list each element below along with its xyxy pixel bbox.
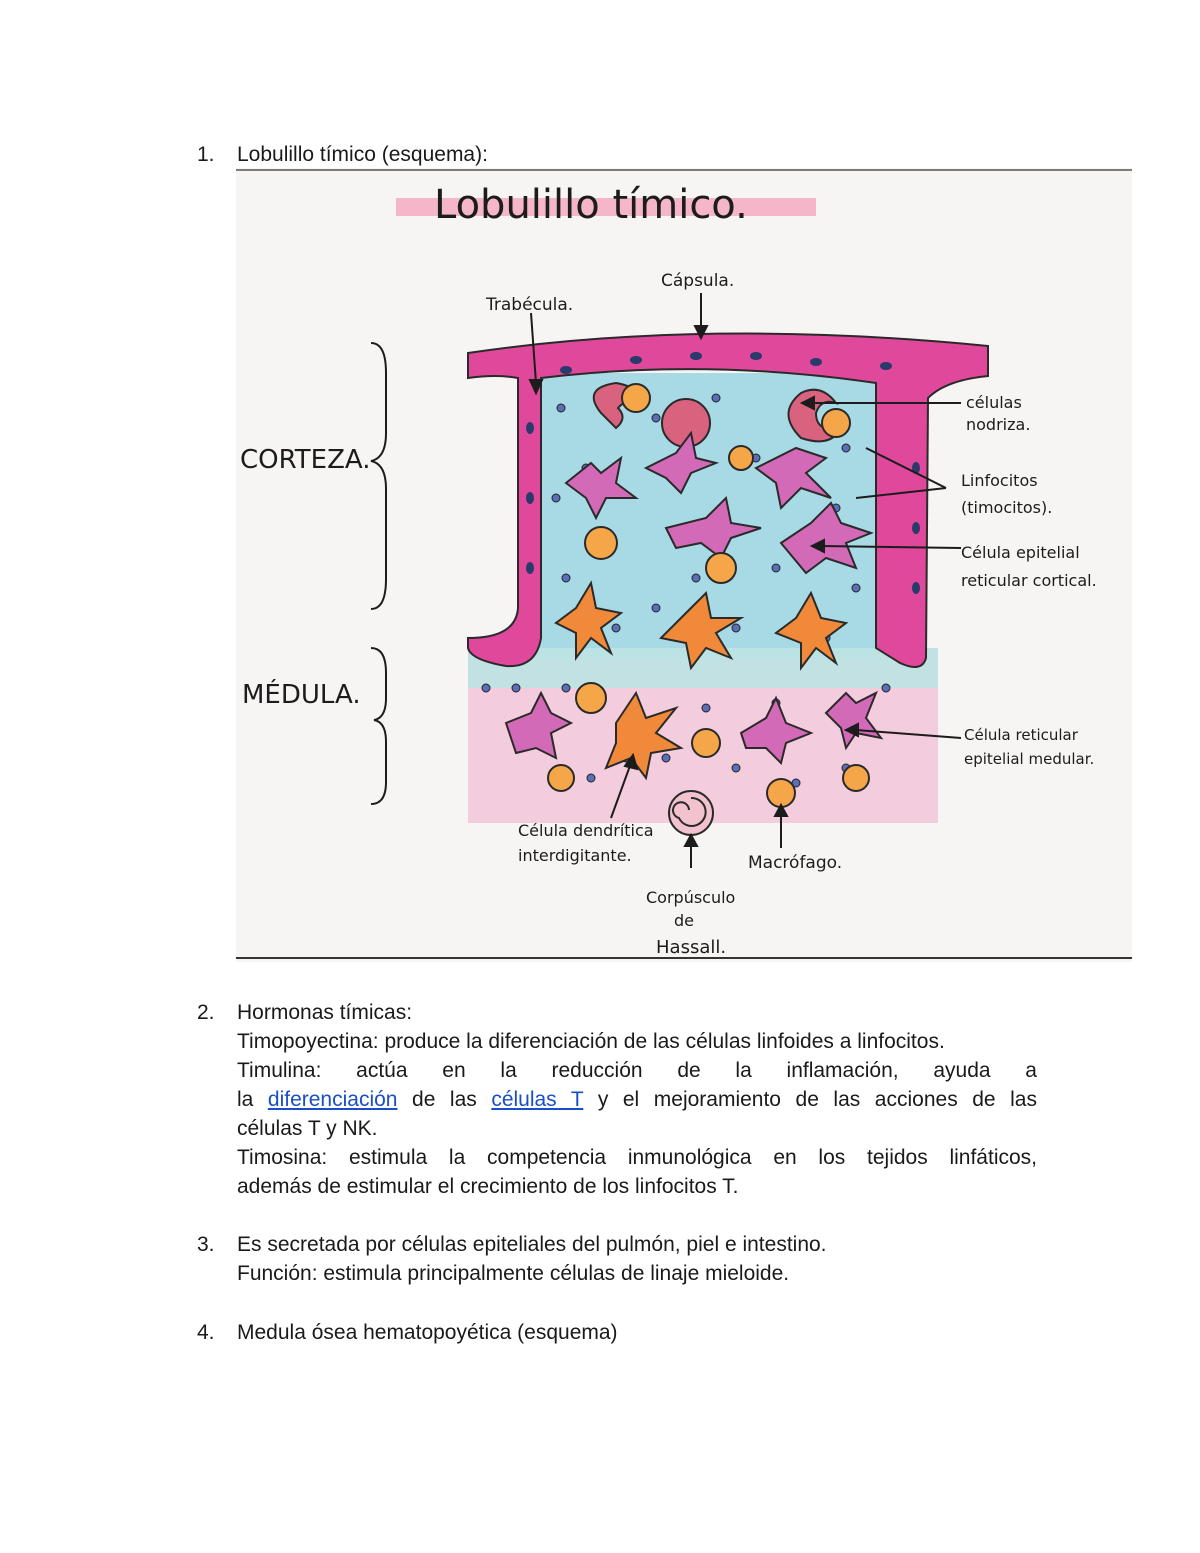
- timulina-mid: de las: [397, 1088, 492, 1111]
- timulina-pre: la: [237, 1088, 268, 1111]
- label-dendritica-1: Célula dendrítica: [518, 821, 654, 840]
- diferenciacion-link[interactable]: diferenciación: [267, 1088, 398, 1111]
- label-reticular-medular-2: epitelial medular.: [964, 750, 1095, 768]
- label-celulas-nodriza-2: nodriza.: [966, 415, 1031, 434]
- list-item-4: [197, 1318, 1037, 1347]
- list-item-1: [197, 140, 1037, 169]
- timulina-line-2: [237, 1085, 1037, 1114]
- figure-title: Lobulillo tímico.: [434, 182, 748, 228]
- timulina-post: y el mejoramiento de las acciones de las: [583, 1088, 1037, 1111]
- timopoyectina-text: Timopoyectina: produce la diferenciación de las células linfoides a linfocitos.: [237, 1030, 945, 1053]
- timosina-line-2: además de estimular el crecimiento de los linfocitos T.: [237, 1175, 739, 1198]
- label-hassall-3: Hassall.: [656, 937, 727, 958]
- timulina-line-3: células T y NK.: [237, 1117, 378, 1140]
- label-linfocitos-2: (timocitos).: [961, 498, 1053, 517]
- list-item-3: [197, 1230, 1037, 1288]
- list-number: 3.: [197, 1233, 215, 1256]
- thymic-lobule-figure: [236, 168, 1132, 962]
- list-item-2: [197, 998, 1037, 1201]
- item-3-line-2: Función: estimula principalmente células de linaje mieloide.: [237, 1262, 790, 1285]
- timosina-line-1: Timosina: estimula la competencia inmunológica en los tejidos linfáticos,: [237, 1146, 1037, 1169]
- label-dendritica-2: interdigitante.: [518, 846, 632, 865]
- celulas-t-link[interactable]: células T: [491, 1088, 584, 1111]
- label-hassall-2: de: [674, 911, 694, 930]
- timulina-line-1: Timulina: actúa en la reducción de la inflamación, ayuda a: [237, 1059, 1037, 1082]
- list-number: 4.: [197, 1321, 215, 1344]
- list-number: 1.: [197, 143, 215, 166]
- label-epitelial-cortical-2: reticular cortical.: [961, 571, 1097, 590]
- label-capsula: Cápsula.: [661, 271, 735, 291]
- item-title: Medula ósea hematopoyética (esquema): [237, 1321, 618, 1344]
- label-celulas-nodriza-1: células: [966, 393, 1022, 412]
- label-medula: MÉDULA.: [242, 680, 361, 710]
- label-macrofago: Macrófago.: [748, 853, 843, 873]
- list-number: 2.: [197, 1001, 215, 1024]
- label-corteza: CORTEZA.: [240, 445, 371, 475]
- label-reticular-medular-1: Célula reticular: [964, 726, 1078, 744]
- label-hassall-1: Corpúsculo: [646, 888, 736, 907]
- label-trabecula: Trabécula.: [486, 295, 574, 315]
- label-linfocitos-1: Linfocitos: [961, 471, 1038, 490]
- item-3-line-1: Es secretada por células epiteliales del pulmón, piel e intestino.: [237, 1233, 827, 1256]
- item-title: Hormonas tímicas:: [237, 1001, 413, 1024]
- item-title: Lobulillo tímico (esquema):: [237, 143, 488, 166]
- label-epitelial-cortical-1: Célula epitelial: [961, 543, 1080, 562]
